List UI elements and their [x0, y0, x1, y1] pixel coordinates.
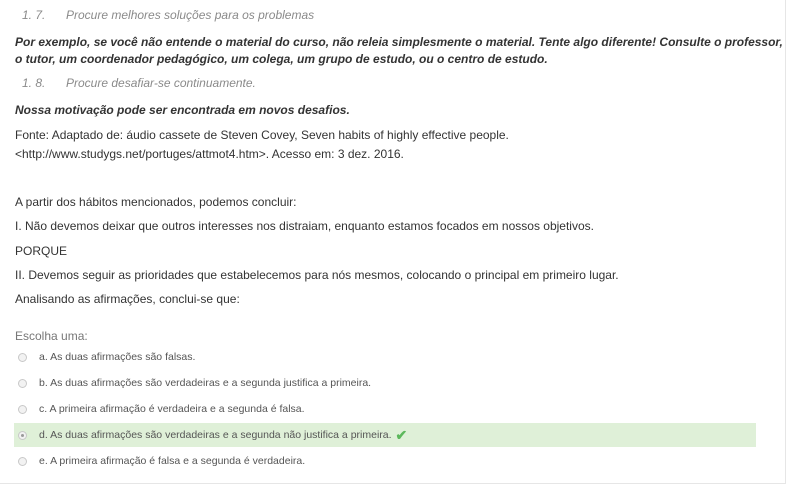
example-line-2: o tutor, um coordenador pedagógico, um colega, um grupo de estudo, ou o centro de estudo.	[15, 52, 548, 66]
question-intro: A partir dos hábitos mencionados, podemos concluir:	[15, 195, 297, 209]
list-item-text: Procure desafiar-se continuamente.	[66, 76, 256, 90]
radio-button-selected[interactable]	[18, 431, 27, 440]
list-item-number: 1. 7.	[22, 8, 46, 22]
list-item-number: 1. 8.	[22, 76, 46, 90]
answer-option-e[interactable]	[14, 449, 756, 473]
question-prompt: Analisando as afirmações, conclui-se que:	[15, 292, 240, 306]
porque-text: PORQUE	[15, 244, 68, 258]
motivation-text: Nossa motivação pode ser encontrada em novos desafios.	[15, 103, 350, 117]
list-item	[22, 8, 314, 22]
choose-label: Escolha uma:	[15, 329, 88, 343]
option-label: a. As duas afirmações são falsas.	[39, 351, 196, 363]
option-label: b. As duas afirmações são verdadeiras e a segunda justifica a primeira.	[39, 377, 372, 389]
radio-button[interactable]	[18, 353, 27, 362]
statement-2: II. Devemos seguir as prioridades que estabelecemos para nós mesmos, colocando o principal em primeiro lugar.	[15, 268, 619, 282]
answer-option-b[interactable]	[14, 371, 756, 395]
answer-option-d[interactable]	[14, 423, 756, 447]
radio-button[interactable]	[18, 405, 27, 414]
radio-button[interactable]	[18, 457, 27, 466]
radio-button[interactable]	[18, 379, 27, 388]
answer-option-c[interactable]	[14, 397, 756, 421]
answer-option-a[interactable]	[14, 345, 756, 369]
source-line-2: <http://www.studygs.net/portuges/attmot4.htm>. Acesso em: 3 dez. 2016.	[15, 147, 404, 161]
statement-1: I. Não devemos deixar que outros interesses nos distraiam, enquanto estamos focados em nossos objetivos.	[15, 219, 594, 233]
option-label: d. As duas afirmações são verdadeiras e a segunda não justifica a primeira.	[39, 429, 392, 441]
source-line-1: Fonte: Adaptado de: áudio cassete de Steven Covey, Seven habits of highly effective people.	[15, 128, 509, 142]
option-label: e. A primeira afirmação é falsa e a segunda é verdadeira.	[39, 455, 306, 467]
option-label: c. A primeira afirmação é verdadeira e a segunda é falsa.	[39, 403, 305, 415]
list-item-text: Procure melhores soluções para os problemas	[66, 8, 315, 22]
example-line-1: Por exemplo, se você não entende o material do curso, não releia simplesmente o material. Tente algo diferente! Consulte o professor,	[15, 35, 783, 49]
checkmark-icon: ✔	[395, 426, 408, 443]
list-item	[22, 76, 256, 90]
